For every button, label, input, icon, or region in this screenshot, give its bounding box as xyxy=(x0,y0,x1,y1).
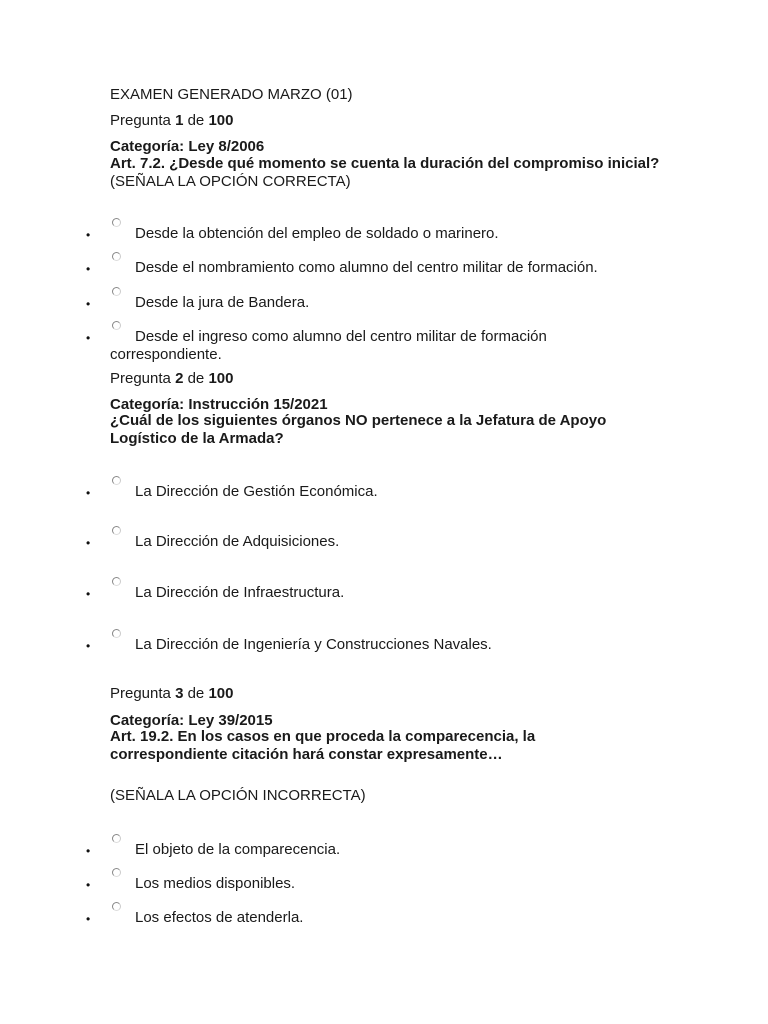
question-category: Categoría: Ley 39/2015 xyxy=(110,712,273,729)
radio-button[interactable] xyxy=(112,526,121,535)
bullet-icon: • xyxy=(86,912,91,926)
bullet-icon: • xyxy=(86,331,91,345)
radio-button[interactable] xyxy=(112,476,121,485)
pregunta-label: Pregunta xyxy=(110,370,171,387)
radio-button[interactable] xyxy=(112,577,121,586)
answer-option: Desde la obtención del empleo de soldado o marinero. xyxy=(135,225,499,242)
bullet-icon: • xyxy=(86,228,91,242)
question-instruction: (SEÑALA LA OPCIÓN INCORRECTA) xyxy=(110,787,366,804)
answer-option: La Dirección de Adquisiciones. xyxy=(135,533,340,550)
answer-option: Los efectos de atenderla. xyxy=(135,909,304,926)
question-number: 1 xyxy=(175,112,184,129)
bullet-icon: • xyxy=(86,587,91,601)
question-text: ¿Cuál de los siguientes órganos NO pertenece a la Jefatura de Apoyo Logístico de la Armada? xyxy=(110,412,607,447)
answer-option: Desde el ingreso como alumno del centro militar de formación correspondiente. xyxy=(110,328,547,363)
question-counter xyxy=(110,112,233,130)
question-total: 100 xyxy=(208,685,234,702)
bullet-icon: • xyxy=(86,639,91,653)
radio-button[interactable] xyxy=(112,902,121,911)
answer-option: El objeto de la comparecencia. xyxy=(135,841,341,858)
radio-button[interactable] xyxy=(112,629,121,638)
de-label: de xyxy=(187,112,205,129)
bullet-icon: • xyxy=(86,878,91,892)
question-text: Art. 19.2. En los casos en que proceda la comparecencia, la correspondiente citación hará constar expresamente… xyxy=(110,728,536,763)
pregunta-label: Pregunta xyxy=(110,685,171,702)
answer-option: Desde la jura de Bandera. xyxy=(135,294,310,311)
radio-button[interactable] xyxy=(112,834,121,843)
radio-button[interactable] xyxy=(112,218,121,227)
answer-option: Los medios disponibles. xyxy=(135,875,296,892)
exam-title: EXAMEN GENERADO MARZO (01) xyxy=(110,86,353,103)
radio-button[interactable] xyxy=(112,252,121,261)
bullet-icon: • xyxy=(86,536,91,550)
radio-button[interactable] xyxy=(112,287,121,296)
question-category: Categoría: Instrucción 15/2021 xyxy=(110,396,328,413)
bullet-icon: • xyxy=(86,844,91,858)
pregunta-label: Pregunta xyxy=(110,112,171,129)
question-total: 100 xyxy=(208,370,234,387)
question-text xyxy=(110,155,670,191)
question-number: 3 xyxy=(175,685,184,702)
question-text-bold: Art. 7.2. ¿Desde qué momento se cuenta la duración del compromiso inicial? xyxy=(110,155,660,172)
question-counter xyxy=(110,685,233,703)
question-category: Categoría: Ley 8/2006 xyxy=(110,138,265,155)
question-counter xyxy=(110,370,233,388)
bullet-icon: • xyxy=(86,262,91,276)
question-instruction: (SEÑALA LA OPCIÓN CORRECTA) xyxy=(110,173,351,190)
answer-option: Desde el nombramiento como alumno del centro militar de formación. xyxy=(135,259,598,276)
answer-option: La Dirección de Ingeniería y Construcciones Navales. xyxy=(135,636,492,653)
bullet-icon: • xyxy=(86,297,91,311)
answer-option: La Dirección de Infraestructura. xyxy=(135,584,345,601)
de-label: de xyxy=(187,685,205,702)
answer-option: La Dirección de Gestión Económica. xyxy=(135,483,378,500)
question-total: 100 xyxy=(208,112,234,129)
bullet-icon: • xyxy=(86,486,91,500)
radio-button[interactable] xyxy=(112,868,121,877)
de-label: de xyxy=(187,370,205,387)
question-number: 2 xyxy=(175,370,184,387)
